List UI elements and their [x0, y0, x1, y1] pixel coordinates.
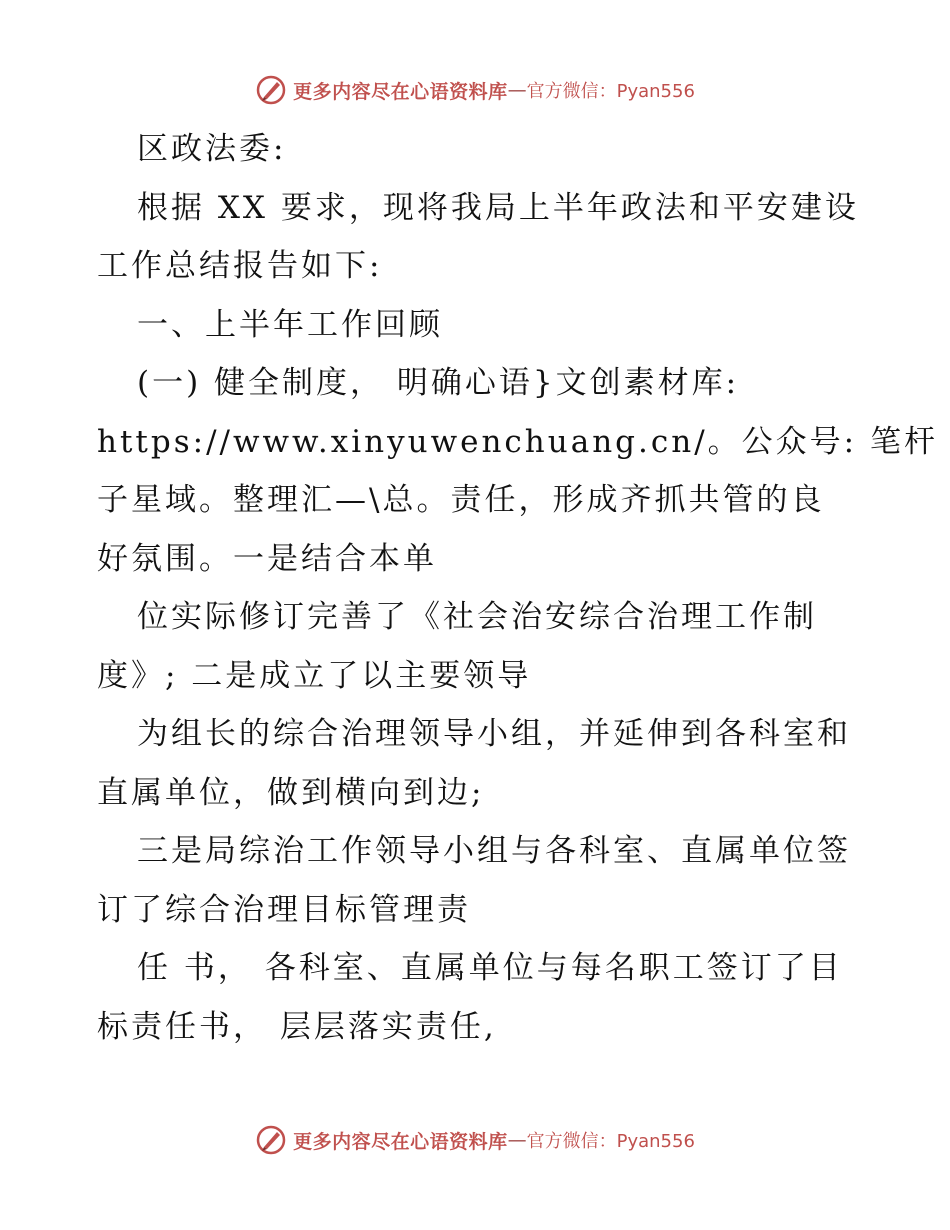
document-line: 子星域。整理汇—\总。责任，形成齐抓共管的良 [97, 482, 825, 518]
document-line: 度》; 二是成立了以主要领导 [97, 657, 532, 694]
document-line: 好氛围。一是结合本单 [97, 540, 437, 577]
watermark-separator: — [507, 79, 527, 101]
document-line: 一、上半年工作回顾 [137, 306, 443, 343]
document-line: 标责任书， 层层落实责任, [97, 1008, 497, 1045]
document-line: 位实际修订完善了《社会治安综合治理工作制 [137, 599, 817, 635]
watermark-main-text: 更多内容尽在心语资料库 [293, 80, 508, 103]
pen-logo-icon [255, 1124, 287, 1156]
footer-watermark [0, 1120, 950, 1160]
watermark-suffix-text: 官方微信：Pyan556 [526, 81, 695, 102]
document-line: 直属单位，做到横向到边; [97, 774, 485, 811]
watermark-suffix-text: 官方微信：Pyan556 [526, 1131, 695, 1152]
document-line: 区政法委: [137, 131, 287, 167]
document-line: (一) 健全制度， 明确心语}文创素材库: [137, 365, 740, 401]
document-body [97, 120, 938, 1056]
document-line: 三是局综治工作领导小组与各科室、直属单位签 [137, 833, 851, 869]
document-line: 订了综合治理目标管理责 [97, 891, 471, 928]
document-line: 工作总结报告如下: [97, 248, 383, 284]
header-watermark [0, 70, 950, 110]
watermark-separator: — [507, 1129, 527, 1151]
document-line: 为组长的综合治理领导小组，并延伸到各科室和 [137, 716, 851, 752]
document-line: https://www.xinyuwenchuang.cn/。公众号: 笔杆 [97, 423, 938, 460]
pen-logo-icon [255, 74, 287, 106]
document-line: 根据 XX 要求，现将我局上半年政法和平安建设 [137, 189, 859, 226]
document-line: 任 书， 各科室、直属单位与每名职工签订了目 [137, 950, 843, 986]
watermark-main-text: 更多内容尽在心语资料库 [293, 1130, 508, 1153]
